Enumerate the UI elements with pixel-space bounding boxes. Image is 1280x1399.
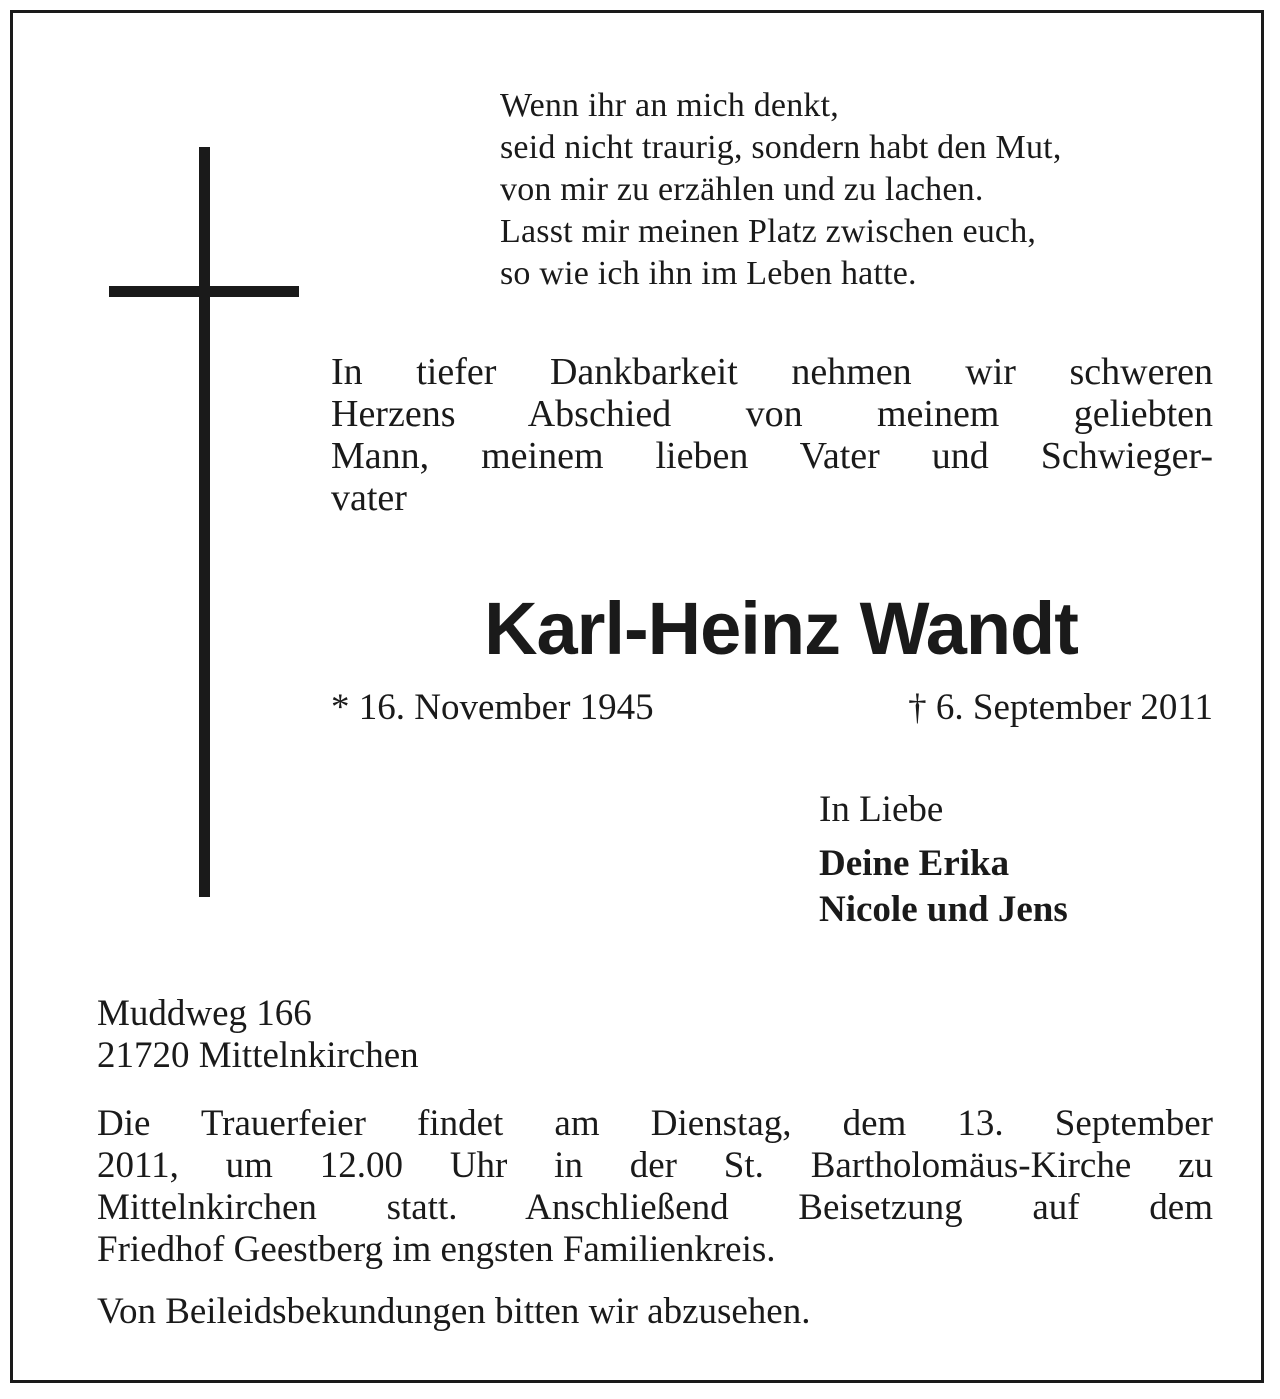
ceremony-text [97, 1103, 1213, 1271]
birth-date: * 16. November 1945 [331, 687, 654, 728]
poem-line: von mir zu erzählen und zu lachen. [500, 171, 984, 208]
family-member: Deine Erika [819, 843, 1010, 884]
signature [819, 785, 1239, 933]
cross-icon-horizontal-bar [109, 286, 299, 297]
life-dates [331, 683, 1213, 733]
cross-icon-vertical-bar [199, 147, 210, 897]
poem [500, 85, 1240, 295]
notice-frame [10, 10, 1264, 1383]
poem-line: seid nicht traurig, sondern habt den Mut, [500, 129, 1062, 166]
intro-line: vater [331, 477, 407, 519]
intro-line: In tiefer Dankbarkeit nehmen wir schweren [331, 351, 1213, 393]
address [97, 993, 797, 1077]
ceremony-line: Mittelnkirchen statt. Anschließend Beisetzung auf dem [97, 1187, 1213, 1228]
address-line: Muddweg 166 [97, 993, 312, 1034]
ceremony-line: 2011, um 12.00 Uhr in der St. Bartholomäus-Kirche zu [97, 1145, 1213, 1186]
ceremony-line: Friedhof Geestberg im engsten Familienkreis. [97, 1229, 776, 1270]
intro-line: Mann, meinem lieben Vater und Schwieger- [331, 435, 1213, 477]
in-love-text: In Liebe [819, 789, 944, 830]
family-member: Nicole und Jens [819, 889, 1068, 930]
poem-line: Lasst mir meinen Platz zwischen euch, [500, 213, 1037, 250]
condolence-note: Von Beileidsbekundungen bitten wir abzusehen. [97, 1291, 811, 1332]
poem-line: Wenn ihr an mich denkt, [500, 87, 839, 124]
ceremony-line: Die Trauerfeier findet am Dienstag, dem 13. September [97, 1103, 1213, 1144]
poem-line: so wie ich ihn im Leben hatte. [500, 255, 917, 292]
intro-text [331, 351, 1213, 519]
address-line: 21720 Mittelnkirchen [97, 1035, 419, 1076]
deceased-name: Karl-Heinz Wandt [484, 587, 1078, 670]
intro-line: Herzens Abschied von meinem geliebten [331, 393, 1213, 435]
death-date: † 6. September 2011 [908, 687, 1213, 728]
